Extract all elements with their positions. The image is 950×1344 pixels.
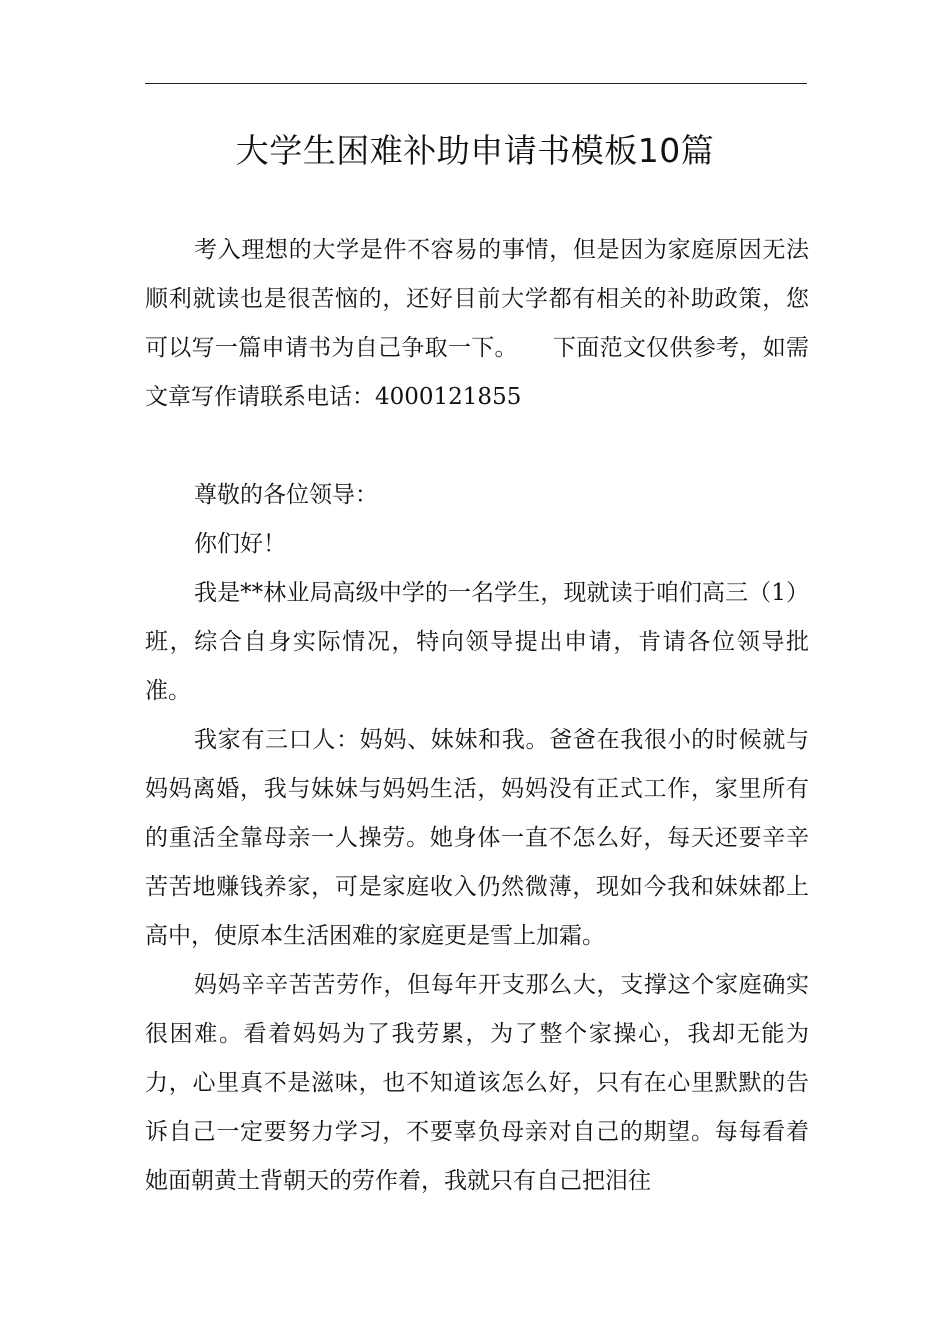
- document-body: [145, 226, 809, 1206]
- document-title: 大学生困难补助申请书模板10篇: [235, 131, 715, 170]
- header-rule: [145, 83, 807, 84]
- paragraph-gap: [145, 422, 809, 471]
- greeting: 你们好！: [194, 531, 286, 557]
- intro-paragraph: 考入理想的大学是件不容易的事情，但是因为家庭原因无法顺利就读也是很苦恼的，还好目前大学都有相关的补助政策，您可以写一篇申请书为自己争取一下。 下面范文仅供参考，如需文章写作请联系电话：4000121855: [145, 237, 809, 410]
- body-paragraph: 我家有三口人：妈妈、妹妹和我。爸爸在我很小的时候就与妈妈离婚，我与妹妹与妈妈生活，妈妈没有正式工作，家里所有的重活全靠母亲一人操劳。她身体一直不怎么好，每天还要辛辛苦苦地赚钱养家，可是家庭收入仍然微薄，现如今我和妹妹都上高中，使原本生活困难的家庭更是雪上加霜。: [145, 727, 809, 949]
- salutation: 尊敬的各位领导：: [194, 482, 378, 508]
- body-paragraph: 妈妈辛辛苦苦劳作，但每年开支那么大，支撑这个家庭确实很困难。看着妈妈为了我劳累，为了整个家操心，我却无能为力，心里真不是滋味，也不知道该怎么好，只有在心里默默的告诉自己一定要努力学习，不要辜负母亲对自己的期望。每每看着她面朝黄土背朝天的劳作着，我就只有自己把泪往: [145, 972, 809, 1194]
- body-paragraph: 我是**林业局高级中学的一名学生，现就读于咱们高三（1）班，综合自身实际情况，特向领导提出申请，肯请各位领导批准。: [145, 580, 809, 704]
